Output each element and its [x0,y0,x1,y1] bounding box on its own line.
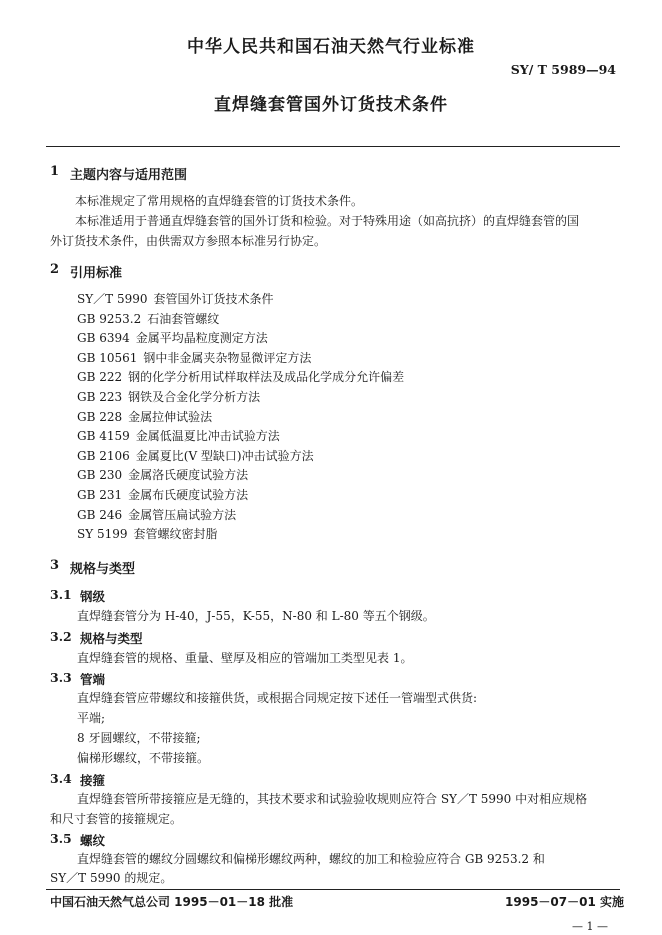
reference-code: GB 222 [77,370,123,385]
reference-code: GB 246 [77,507,123,522]
approval-line: 中国石油天然气总公司 1995－01－18 批准 [50,895,294,909]
section-3-1-paragraph: 直焊缝套管分为 H-40，J-55，K-55，N-80 和 L-80 等五个钢级。 [77,609,435,623]
section-3-5-title: 螺纹 [80,833,106,848]
reference-code: GB 223 [77,390,123,404]
list-item: 偏梯形螺纹，不带接箍。 [77,751,210,765]
reference-name: 金属拉伸试验法 [128,409,213,424]
section-3-number: 3 [50,558,60,573]
reference-item [77,506,236,523]
section-3-4-paragraph-line-1: 直焊缝套管所带接箍应是无缝的，其技术要求和试验验收规则应符合 SY／T 5990 中对相应规格 [77,792,588,806]
section-3-5-paragraph-line-1: 直焊缝套管的螺纹分圆螺纹和偏梯形螺纹两种，螺纹的加工和检验应符合 GB 9253.2 和 [77,852,545,866]
section-3-2-number: 3.2 [50,629,72,644]
reference-item [77,388,260,405]
reference-item [77,427,280,444]
section-3-title: 规格与类型 [70,562,136,577]
section-3-3-title: 管端 [80,672,106,687]
reference-name: 钢铁及合金化学分析方法 [128,390,261,404]
section-2-title: 引用标准 [70,266,123,281]
top-divider [46,146,620,147]
section-1-paragraph-2-line-1: 本标准适用于普通直焊缝套管的国外订货和检验。对于特殊用途（如高抗挤）的直焊缝套管的国 [75,214,580,228]
reference-code: GB 6394 [77,331,130,346]
list-item: 平端; [77,711,106,725]
list-item: 8 牙圆螺纹，不带接箍; [77,731,201,745]
reference-item [77,290,274,307]
reference-name: 金属低温夏比冲击试验方法 [135,429,280,444]
section-3-5-paragraph-line-2: SY／T 5990 的规定。 [50,871,173,885]
reference-name: 金属洛氏硬度试验方法 [128,468,249,483]
section-3-2-paragraph: 直焊缝套管的规格、重量、壁厚及相应的管端加工类型见表 1。 [77,651,413,665]
reference-code: SY 5199 [77,527,128,542]
section-3-4-paragraph-line-2: 和尺寸套管的接箍规定。 [50,812,183,826]
reference-name: 金属夏比(V 型缺口)冲击试验方法 [135,448,314,463]
section-3-1-title: 钢级 [80,589,106,604]
section-1-paragraph-1: 本标准规定了常用规格的直焊缝套管的订货技术条件。 [75,194,364,208]
industry-standard-heading: 中华人民共和国石油天然气行业标准 [187,37,475,57]
reference-item [77,349,311,366]
document-title: 直焊缝套管国外订货技术条件 [214,95,448,115]
reference-name: 套管国外订货技术条件 [153,292,274,306]
reference-name: 金属布氏硬度试验方法 [128,488,249,502]
implementation-date: 1995－07－01 实施 [505,895,624,909]
reference-name: 金属平均晶粒度测定方法 [135,331,268,346]
reference-item [77,368,404,385]
reference-name: 钢的化学分析用试样取样法及成品化学成分允许偏差 [128,370,405,385]
reference-item [77,447,314,464]
standard-code: SY/ T 5989—94 [510,62,616,77]
section-3-4-number: 3.4 [50,771,72,786]
reference-item [77,466,248,483]
reference-item [77,525,218,542]
reference-name: 钢中非金属夹杂物显微评定方法 [143,350,312,365]
reference-code: GB 231 [77,488,123,502]
reference-name: 套管螺纹密封脂 [133,527,218,542]
section-3-1-number: 3.1 [50,587,72,602]
reference-name: 石油套管螺纹 [147,311,220,326]
reference-item [77,329,268,346]
section-1-paragraph-2-line-2: 外订货技术条件，由供需双方参照本标准另行协定。 [50,234,327,248]
section-1-number: 1 [50,164,60,179]
reference-code: GB 4159 [77,429,130,444]
section-3-3-paragraph: 直焊缝套管应带螺纹和接箍供货，或根据合同规定按下述任一管端型式供货: [77,691,478,705]
reference-code: GB 228 [77,409,123,424]
reference-item [77,486,248,503]
section-3-3-number: 3.3 [50,670,72,685]
section-1-title: 主题内容与适用范围 [70,168,188,183]
section-2-number: 2 [50,262,60,277]
reference-code: GB 2106 [77,448,130,463]
reference-item [77,310,219,327]
page-number: — 1 — [572,920,608,933]
footer-divider [46,889,620,890]
reference-code: SY／T 5990 [77,292,148,306]
reference-code: GB 230 [77,468,123,483]
section-3-5-number: 3.5 [50,831,72,846]
reference-name: 金属管压扁试验方法 [128,507,237,522]
reference-item [77,408,212,425]
section-3-4-title: 接箍 [80,773,106,788]
reference-code: GB 9253.2 [77,311,142,326]
section-3-2-title: 规格与类型 [80,631,143,646]
reference-code: GB 10561 [77,350,138,365]
